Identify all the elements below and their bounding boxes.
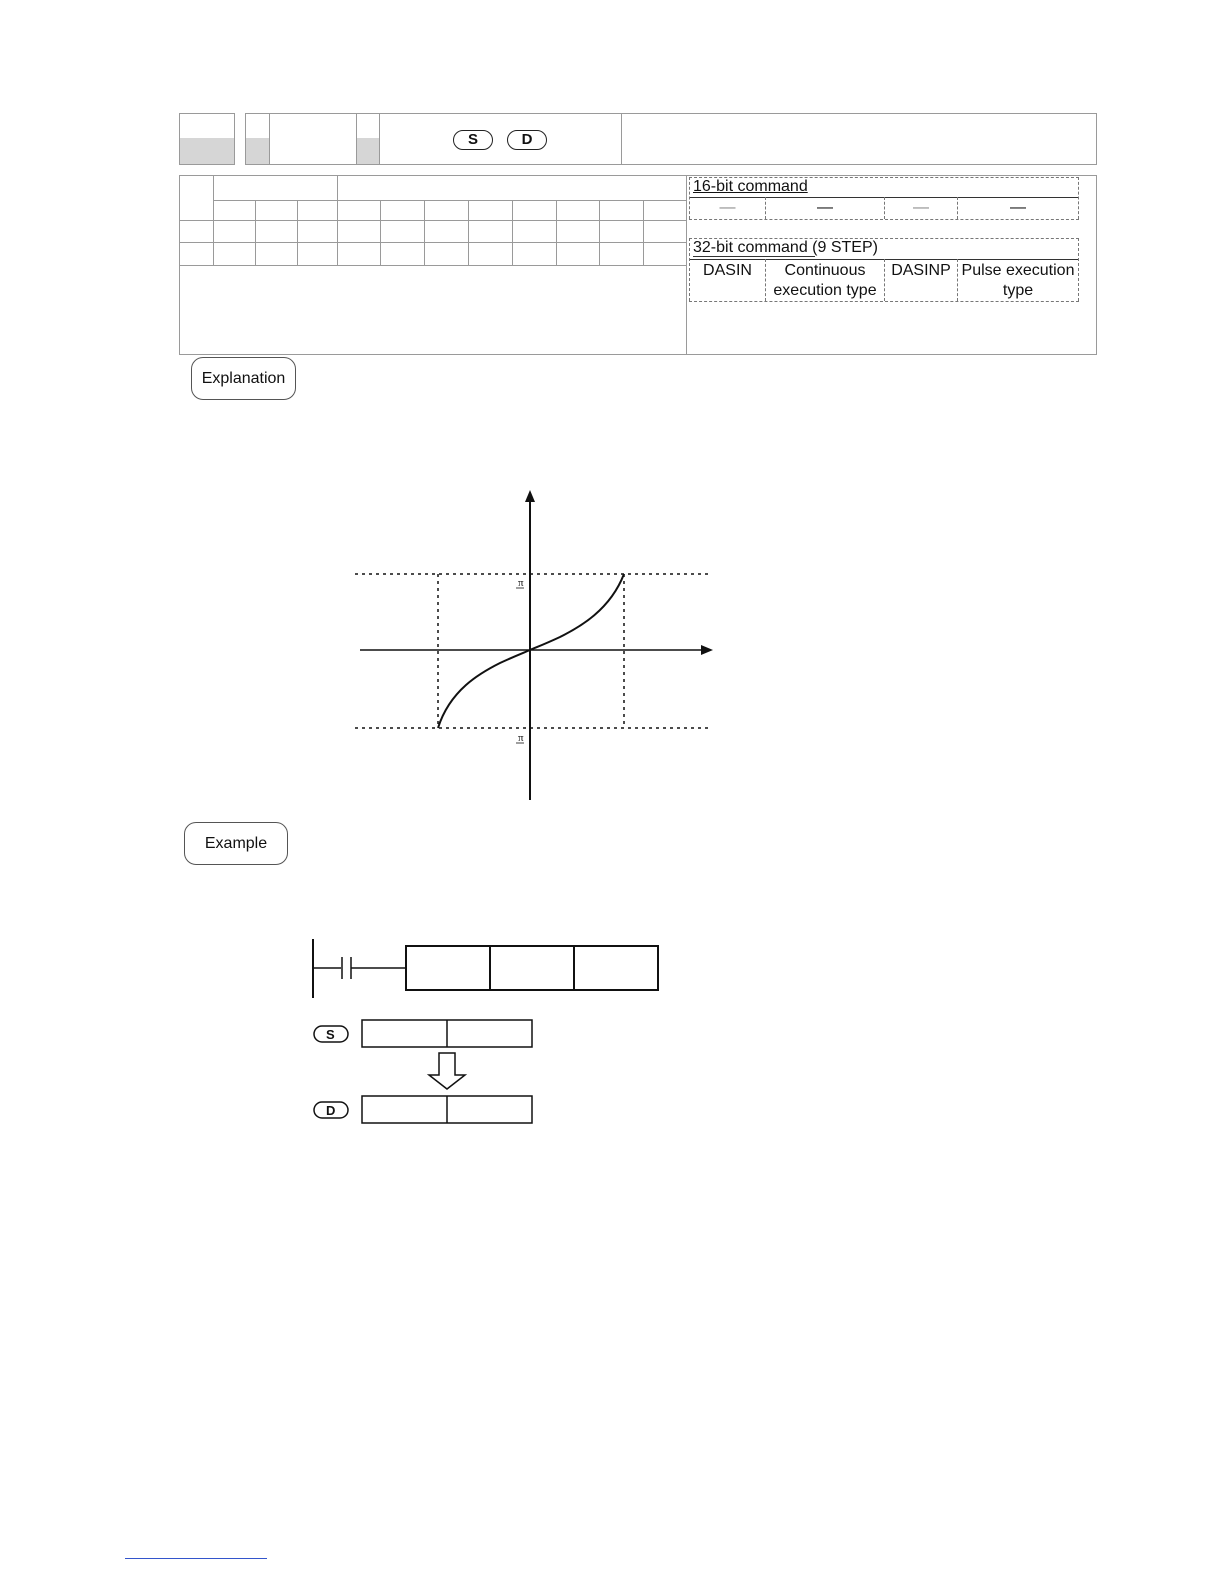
- source-pill-label: S: [326, 1027, 335, 1042]
- table-row-line-1: [213, 200, 687, 201]
- table-col-line: [556, 200, 557, 265]
- bit32-instruction-pulse-type: Pulse execution type: [961, 262, 1075, 299]
- operand-dest-pill: D: [507, 130, 547, 150]
- table-col-line: [643, 200, 644, 265]
- bit16-cell: —: [719, 199, 736, 216]
- table-col-line: [297, 200, 298, 265]
- table-col-line: [599, 200, 600, 265]
- upper-pi-label: π: [518, 577, 524, 589]
- bit32-title: 32-bit command (9 STEP): [693, 239, 878, 256]
- y-axis-arrow: [525, 490, 535, 502]
- bit32-border-top: [689, 238, 1079, 239]
- header-cell-flag: [245, 113, 270, 165]
- bit32-instruction: DASIN: [703, 262, 752, 279]
- header-cell-flag-shade: [246, 138, 269, 164]
- table-col-line: [255, 200, 256, 265]
- bit16-cell: —: [1010, 199, 1026, 216]
- bit32-title-underline: [693, 256, 815, 257]
- bit32-border-bottom: [689, 301, 1079, 302]
- ladder-diagram: [305, 935, 670, 1130]
- arcsin-graph: [340, 485, 730, 810]
- instruction-box: [406, 946, 658, 990]
- explanation-label: Explanation: [191, 357, 296, 400]
- header-cell-pulse: [356, 113, 380, 165]
- bit32-border-right: [1078, 238, 1079, 301]
- bit16-cell: —: [817, 199, 833, 216]
- down-arrow: [429, 1053, 465, 1089]
- footer-rule: [125, 1558, 267, 1559]
- dest-pill-label: D: [326, 1103, 336, 1118]
- table-divider-horizontal: [179, 265, 687, 266]
- x-axis-arrow: [701, 645, 713, 655]
- bit16-border-right: [1078, 177, 1079, 219]
- header-cell-api: [179, 113, 235, 165]
- example-label: Example: [184, 822, 288, 865]
- bit16-title: 16-bit command: [693, 178, 808, 195]
- bit16-border-top: [689, 177, 1079, 178]
- table-col-line: [424, 200, 425, 265]
- header-cell-api-shade: [180, 138, 234, 164]
- bit32-instruction-pulse: DASINP: [891, 262, 951, 279]
- operand-source-pill: S: [453, 130, 493, 150]
- bit32-instruction-type: Continuous execution type: [773, 262, 877, 299]
- lower-pi-label: π: [518, 732, 524, 744]
- header-cell-pulse-shade: [357, 138, 379, 164]
- bit16-cell: —: [913, 199, 929, 216]
- table-col-line: [512, 200, 513, 265]
- header-cell-operands: [379, 113, 622, 165]
- header-cell-mnemonic: [269, 113, 357, 165]
- header-cell-function: [621, 113, 1097, 165]
- table-col-line: [380, 200, 381, 265]
- bit16-border-bottom: [689, 219, 1079, 220]
- table-col-line: [468, 200, 469, 265]
